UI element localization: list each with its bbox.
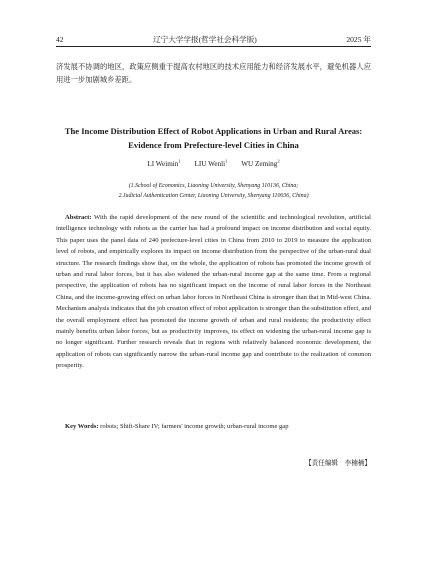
author-1 xyxy=(147,160,180,168)
affiliations xyxy=(56,182,371,201)
running-header xyxy=(56,34,371,45)
affiliation-2: 2.Judicial Authentication Center, Liaoning University, Shenyang 110036, China) xyxy=(118,192,309,199)
author-2-name: LIU Wenli xyxy=(194,160,226,169)
affiliation-1: (1.School of Economics, Liaoning University, Shenyang 110136, China; xyxy=(128,183,299,189)
author-3 xyxy=(241,160,279,168)
article-title: The Income Distribution Effect of Robot Applications in Urban and Rural Areas: Evidence from Prefecture-level Cities in China xyxy=(64,126,363,150)
responsible-editor: 【责任编辑 李楠楠】 xyxy=(305,460,371,467)
author-line xyxy=(56,159,371,168)
publication-year: 2025 年 xyxy=(346,35,371,44)
author-1-affil-mark: 1 xyxy=(178,159,181,164)
author-2 xyxy=(194,160,227,168)
header-rule xyxy=(56,46,371,47)
keywords-text: robots; Shift-Share IV; farmers' income growth; urban-rural income gap xyxy=(100,423,289,430)
keywords xyxy=(56,421,371,432)
abstract xyxy=(56,212,371,372)
author-2-affil-mark: 1 xyxy=(225,159,228,164)
abstract-text: With the rapid development of the new round of the scientific and technological revolution, artificial intelligence technology with robots as the carrier has had a profound impact on income distribution and social equity. This paper uses the panel data of 240 prefecture-level cities in China from 2010 to 2019 to measure the application level of robots, and empirically explores its impact on income distribution from the perspective of the urban-rural dual structure. The research findings show that, on the whole, the application of robots has promoted the income growth of urban and rural labor forces, but it has also widened the urban-rural income gap at the same time. From a regional perspective, the application of robots has no significant impact on the income of rural labor forces in the Northeast China, and the income-growing effect on urban labor forces in Northeast China is stronger than that in Mid-west China. Mechanism analysis indicates that the job creation effect of robot application is stronger than the substitution effect, and the overall employment effect has promoted the income growth of urban and rural residents; the productivity effect mainly benefits urban labor forces, but as productivity improves, its effect on widening the urban-rural income gap is no longer significant. Further research reveals that in regions with relatively balanced economic development, the application of robots can significantly narrow the urban-rural income gap and contribute to the realization of common prosperity. xyxy=(56,214,371,370)
chinese-paragraph: 济发展不协调的地区，政策应侧重于提高农村地区的技术应用能力和经济发展水平，避免机器人应用进一步加剧城乡差距。 xyxy=(56,62,371,84)
keywords-label: Key Words: xyxy=(65,423,99,430)
author-3-affil-mark: 2 xyxy=(277,159,280,164)
author-1-name: LI Weimin xyxy=(147,160,179,169)
author-3-name: WU Zeming xyxy=(241,160,278,169)
journal-name: 辽宁大学学报(哲学社会科学版) xyxy=(153,35,257,44)
abstract-label: Abstract: xyxy=(65,214,92,221)
page-number: 42 xyxy=(56,35,64,44)
